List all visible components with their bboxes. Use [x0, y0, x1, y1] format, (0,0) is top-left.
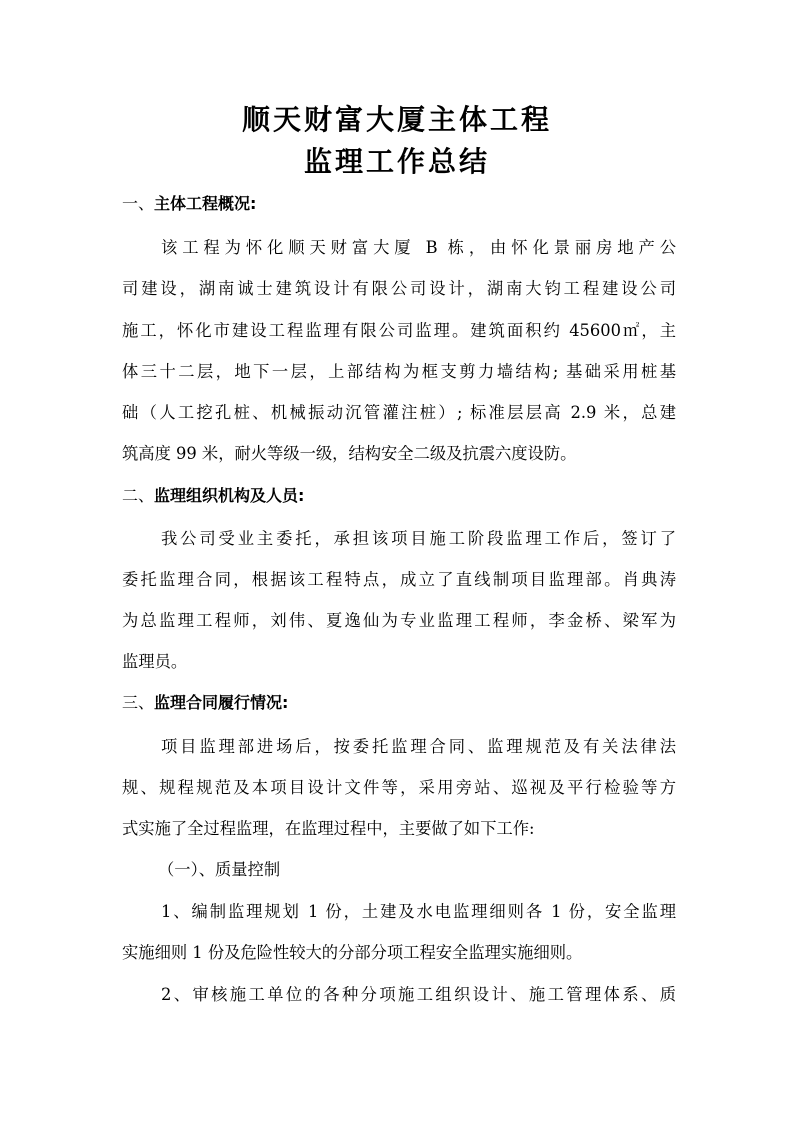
- paragraph-line: 我公司受业主委托，承担该项目施工阶段监理工作后，签订了: [161, 529, 676, 548]
- document-title-line1: 顺天财富大厦主体工程: [241, 103, 552, 136]
- paragraph-line: 规、规程规范及本项目设计文件等，采用旁站、巡视及平行检验等方: [122, 778, 676, 797]
- paragraph-line: 司建设，湖南诚士建筑设计有限公司设计，湖南大钧工程建设公司: [122, 279, 676, 298]
- paragraph-line: 该工程为怀化顺天财富大厦 B 栋，由怀化景丽房地产公: [161, 238, 676, 257]
- paragraph-line: 为总监理工程师，刘伟、夏逸仙为专业监理工程师，李金桥、梁军为: [122, 611, 676, 630]
- paragraph-line: 筑高度 99 米，耐火等级一级，结构安全二级及抗震六度设防。: [122, 444, 577, 463]
- subheading-quality-control: （一）、质量控制: [158, 860, 281, 879]
- section-title: 监理合同履行情况:: [154, 693, 289, 712]
- section-number: 一、: [122, 194, 155, 213]
- section-number: 三、: [122, 693, 155, 712]
- list-item-line: 1、编制监理规划 1 份，土建及水电监理细则各 1 份，安全监理: [161, 902, 676, 921]
- section-heading-contract: [122, 690, 288, 713]
- paragraph-line: 项目监理部进场后，按委托监理合同、监理规范及有关法律法: [161, 737, 676, 756]
- paragraph-line: 础（人工挖孔桩、机械振动沉管灌注桩）; 标准层层高 2.9 米，总建: [122, 403, 676, 422]
- document-title-line2: 监理工作总结: [303, 145, 490, 178]
- paragraph-line: 体三十二层，地下一层，上部结构为框支剪力墙结构; 基础采用桩基: [122, 362, 676, 381]
- section-heading-overview: [122, 191, 256, 214]
- paragraph-line: 式实施了全过程监理，在监理过程中，主要做了如下工作:: [122, 819, 535, 838]
- section-number: 二、: [122, 486, 155, 505]
- section-title: 监理组织机构及人员:: [154, 486, 305, 505]
- section-title: 主体工程概况:: [154, 194, 257, 213]
- section-heading-organization: [122, 483, 304, 506]
- paragraph-line: 监理员。: [122, 652, 188, 671]
- list-item-line: 2、审核施工单位的各种分项施工组织设计、施工管理体系、质: [161, 985, 676, 1004]
- paragraph-line: 施工，怀化市建设工程监理有限公司监理。建筑面积约 45600㎡，主: [122, 321, 676, 340]
- paragraph-line: 委托监理合同，根据该工程特点，成立了直线制项目监理部。肖典涛: [122, 570, 676, 589]
- list-item-line: 实施细则 1 份及危险性较大的分部分项工程安全监理实施细则。: [122, 943, 583, 962]
